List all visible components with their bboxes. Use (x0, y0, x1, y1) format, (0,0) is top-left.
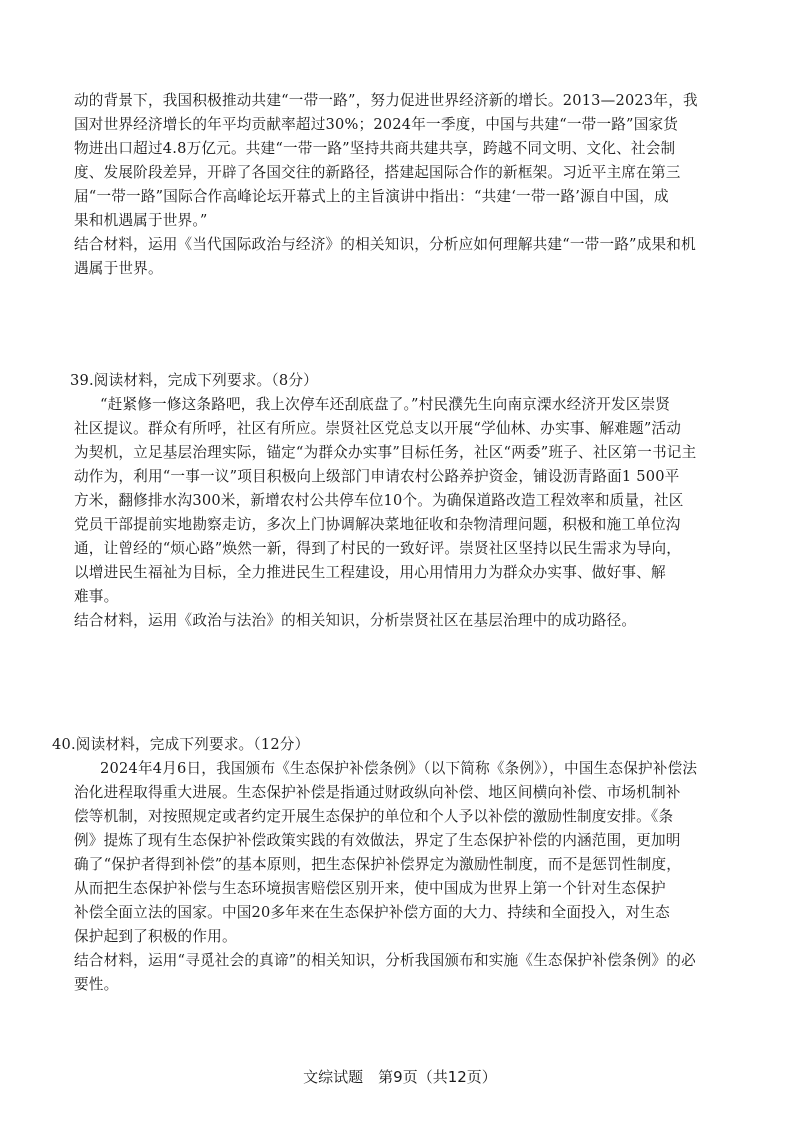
task-line: 要性。 (74, 976, 119, 993)
text-line: 党员干部提前实地勘察走访，多次上门协调解决菜地征收和杂物清理问题，积极和施工单位沟 (74, 516, 681, 533)
question-40-heading: 40.阅读材料，完成下列要求。（12分） (52, 736, 310, 753)
task-line: 结合材料，运用“寻觅社会的真谛”的相关知识，分析我国颁布和实施《生态保护补偿条例》的必 (74, 952, 696, 969)
text-line: 届“一带一路”国际合作高峰论坛开幕式上的主旨演讲中指出：“共建‘一带一路’源自中国，成 (74, 188, 669, 205)
text-line: 难事。 (74, 588, 119, 605)
question-39-heading: 39.阅读材料，完成下列要求。（8分） (70, 372, 318, 389)
text-line: 动的背景下，我国积极推动共建“一带一路”，努力促进世界经济新的增长。2013—2023年，我 (74, 92, 698, 109)
text-line: 治化进程取得重大进展。生态保护补偿是指通过财政纵向补偿、地区间横向补偿、市场机制补 (74, 784, 681, 801)
text-line: 物进出口超过4.8万亿元。共建“一带一路”坚持共商共建共享，跨越不同文明、文化、社会制 (74, 140, 676, 157)
text-line: 国对世界经济增长的年平均贡献率超过30%；2024年一季度，中国与共建“一带一路”国家货 (74, 116, 679, 133)
text-line: 方米，翻修排水沟300米，新增农村公共停车位10个。为确保道路改造工程效率和质量，社区 (74, 492, 684, 509)
page-footer: 文综试题 第9页（共12页） (303, 1068, 497, 1086)
task-line: 遇属于世界。 (74, 260, 163, 277)
text-line: 果和机遇属于世界。” (74, 212, 208, 229)
text-line: 保护起到了积极的作用。 (74, 928, 237, 945)
text-line: 偿等机制，对按照规定或者约定开展生态保护的单位和个人予以补偿的激励性制度安排。《条 (74, 808, 674, 825)
text-line: 度、发展阶段差异，开辟了各国交往的新路径，搭建起国际合作的新框架。习近平主席在第三 (74, 164, 681, 181)
text-line: 补偿全面立法的国家。中国20多年来在生态保护补偿方面的大力、持续和全面投入，对生态 (74, 904, 670, 921)
task-line: 结合材料，运用《当代国际政治与经济》的相关知识，分析应如何理解共建“一带一路”成果和机 (74, 236, 696, 253)
text-line: 以增进民生福祉为目标，全力推进民生工程建设，用心用情用力为群众办实事、做好事、解 (74, 564, 666, 581)
text-line: 通，让曾经的“烦心路”焕然一新，得到了村民的一致好评。崇贤社区坚持以民生需求为导向， (74, 540, 682, 557)
text-line: 确了“保护者得到补偿”的基本原则，把生态保护补偿界定为激励性制度，而不是惩罚性制度， (74, 856, 682, 873)
text-line: 例》提炼了现有生态保护补偿政策实践的有效做法，界定了生态保护补偿的内涵范围，更加明 (74, 832, 681, 849)
task-line: 结合材料，运用《政治与法治》的相关知识，分析崇贤社区在基层治理中的成功路径。 (74, 612, 637, 629)
text-line: 社区提议。群众有所呼，社区有所应。崇贤社区党总支以开展“学仙林、办实事、解难题”活动 (74, 420, 682, 437)
text-line: 2024年4月6日，我国颁布《生态保护补偿条例》（以下简称《条例》），中国生态保护补偿法 (100, 760, 698, 777)
text-line: “赶紧修一修这条路吧，我上次停车还刮底盘了。”村民濮先生向南京溧水经济开发区崇贤 (100, 396, 671, 413)
text-line: 从而把生态保护补偿与生态环境损害赔偿区别开来，使中国成为世界上第一个针对生态保护 (74, 880, 666, 897)
text-line: 为契机，立足基层治理实际，锚定“为群众办实事”目标任务，社区“两委”班子、社区第一书记主 (74, 444, 697, 461)
text-line: 动作为，利用“一事一议”项目积极向上级部门申请农村公路养护资金，铺设沥青路面1 500平 (74, 468, 680, 485)
